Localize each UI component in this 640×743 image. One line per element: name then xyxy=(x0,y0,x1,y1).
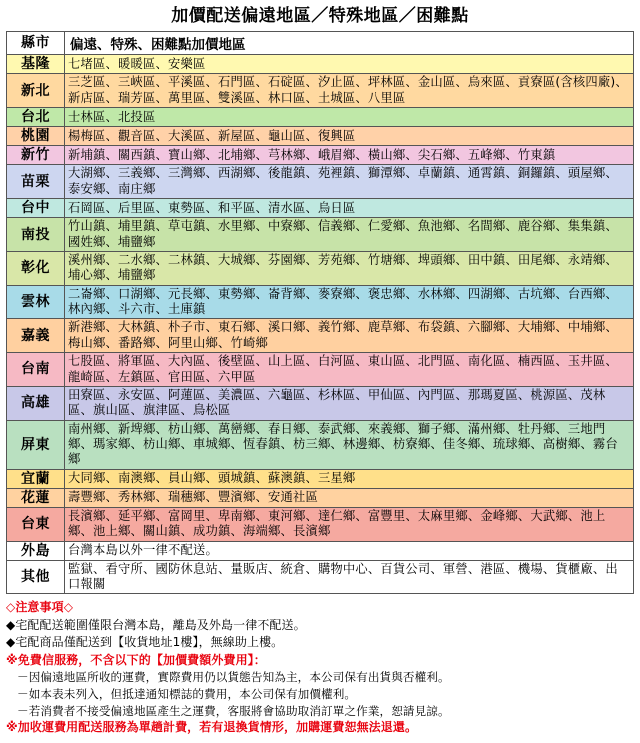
table-row xyxy=(7,420,634,469)
table-row xyxy=(7,165,634,199)
remote-area-table xyxy=(6,31,634,594)
table-row xyxy=(7,560,634,594)
table-row xyxy=(7,507,634,541)
areas-cell: 石岡區、后里區、東勢區、和平區、清水區、烏日區 xyxy=(65,199,634,218)
region-cell: 高雄 xyxy=(7,386,65,420)
areas-cell: 溪州鄉、二水鄉、二林鎮、大城鄉、芬園鄉、芳苑鄉、竹塘鄉、埤頭鄉、田中鎮、田尾鄉、永靖鄉、埔心鄉、埔鹽鄉 xyxy=(65,252,634,286)
region-cell: 台中 xyxy=(7,199,65,218)
region-cell: 外島 xyxy=(7,541,65,560)
areas-cell: 新港鄉、大林鎮、朴子市、東石鄉、溪口鄉、義竹鄉、鹿草鄉、布袋鎮、六腳鄉、大埔鄉、中埔鄉、梅山鄉、番路鄉、阿里山鄉、竹崎鄉 xyxy=(65,319,634,353)
region-cell: 花蓮 xyxy=(7,488,65,507)
note-line-0: ◆宅配配送範圍僅限台灣本島，離島及外島一律不配送。 xyxy=(6,617,306,632)
table-row xyxy=(7,353,634,387)
areas-cell: 楊梅區、觀音區、大溪區、新屋區、龜山區、復興區 xyxy=(65,127,634,146)
table-row xyxy=(7,541,634,560)
areas-cell: 竹山鎮、埔里鎮、草屯鎮、水里鄉、中寮鄉、信義鄉、仁愛鄉、魚池鄉、名間鄉、鹿谷鄉、集集鎮、國姓鄉、埔鹽鄉 xyxy=(65,218,634,252)
areas-cell: 台灣本島以外一律不配送。 xyxy=(65,541,634,560)
table-body xyxy=(7,32,634,594)
page-title: 加價配送偏遠地區／特殊地區／困難點 xyxy=(171,6,469,26)
table-row xyxy=(7,108,634,127)
table-header-row xyxy=(7,32,634,55)
areas-cell: 二崙鄉、口湖鄉、元長鄉、東勢鄉、崙背鄉、麥寮鄉、褒忠鄉、水林鄉、四湖鄉、古坑鄉、台西鄉、林內鄉、斗六市、土庫鎮 xyxy=(65,285,634,319)
table-row xyxy=(7,199,634,218)
areas-cell: 大同鄉、南澳鄉、員山鄉、頭城鎮、蘇澳鎮、三星鄉 xyxy=(65,469,634,488)
header-region: 縣市 xyxy=(7,32,65,55)
region-cell: 台南 xyxy=(7,353,65,387)
caution-heading: ◇注意事項◇ xyxy=(6,600,74,615)
areas-cell: 田寮區、永安區、阿蓮區、美濃區、六龜區、杉林區、甲仙區、內門區、那瑪夏區、桃源區、茂林區、旗山區、旗津區、鳥松區 xyxy=(65,386,634,420)
region-cell: 南投 xyxy=(7,218,65,252)
table-row xyxy=(7,218,634,252)
region-cell: 新北 xyxy=(7,74,65,108)
table-row xyxy=(7,146,634,165)
areas-cell: 監獄、看守所、國防休息站、量販店、統倉、購物中心、百貨公司、軍營、港區、機場、貨櫃廠、出口報關 xyxy=(65,560,634,594)
note-line-1: ◆宅配商品僅配送到【收貨地址1樓】，無線助上樓。 xyxy=(6,635,284,650)
notes-section xyxy=(6,599,634,736)
table-row xyxy=(7,488,634,507)
region-cell: 台東 xyxy=(7,507,65,541)
table-row xyxy=(7,74,634,108)
areas-cell: 七股區、將軍區、大內區、後壁區、山上區、白河區、東山區、北門區、南化區、楠西區、玉井區、龍崎區、左鎮區、官田區、六甲區 xyxy=(65,353,634,387)
fee-line-2: －若消費者不接受偏遠地區產生之運費，客服將會協助取消訂單之作業，恕請見諒。 xyxy=(17,703,450,718)
header-areas: 偏遠、特殊、困難點加價地區 xyxy=(65,32,634,55)
fee-heading: ※免費信服務，不含以下的【加價費額外費用】： xyxy=(6,652,266,667)
table-row xyxy=(7,285,634,319)
areas-cell: 壽豐鄉、秀林鄉、瑞穗鄉、豐濱鄉、安通社區 xyxy=(65,488,634,507)
areas-cell: 新埔鎮、關西鎮、寶山鄉、北埔鄉、芎林鄉、峨眉鄉、橫山鄉、尖石鄉、五峰鄉、竹東鎮 xyxy=(65,146,634,165)
areas-cell: 三芝區、三峽區、平溪區、石門區、石碇區、汐止區、坪林區、金山區、烏來區、貢寮區(含核四廠)、新店區、瑞芳區、萬里區、雙溪區、林口區、土城區、八里區 xyxy=(65,74,634,108)
table-row xyxy=(7,127,634,146)
fee-line-1: －如本表未列入，但抵達通知標誌的費用，本公司保有加價權利。 xyxy=(17,686,357,701)
region-cell: 雲林 xyxy=(7,285,65,319)
table-row xyxy=(7,386,634,420)
region-cell: 彰化 xyxy=(7,252,65,286)
table-row xyxy=(7,252,634,286)
footer-note: ※加收運費用配送服務為單趟計費，若有退換貨情形，加購運費恕無法退還。 xyxy=(6,720,418,735)
areas-cell: 七堵區、暖暖區、安樂區 xyxy=(65,55,634,74)
table-row xyxy=(7,319,634,353)
table-row xyxy=(7,55,634,74)
region-cell: 新竹 xyxy=(7,146,65,165)
region-cell: 基隆 xyxy=(7,55,65,74)
region-cell: 嘉義 xyxy=(7,319,65,353)
region-cell: 台北 xyxy=(7,108,65,127)
areas-cell: 大湖鄉、三義鄉、三灣鄉、西湖鄉、後龍鎮、苑裡鎮、獅潭鄉、卓蘭鎮、通霄鎮、銅鑼鎮、頭屋鄉、泰安鄉、南庄鄉 xyxy=(65,165,634,199)
region-cell: 苗栗 xyxy=(7,165,65,199)
region-cell: 其他 xyxy=(7,560,65,594)
areas-cell: 士林區、北投區 xyxy=(65,108,634,127)
region-cell: 屏東 xyxy=(7,420,65,469)
region-cell: 宜蘭 xyxy=(7,469,65,488)
areas-cell: 南州鄉、新埤鄉、枋山鄉、萬巒鄉、春日鄉、泰武鄉、來義鄉、獅子鄉、滿州鄉、牡丹鄉、三地門鄉、瑪家鄉、枋山鄉、車城鄉、恆春鎮、枋三鄉、林邊鄉、枋寮鄉、佳冬鄉、琉球鄉、高樹鄉、霧台鄉 xyxy=(65,420,634,469)
areas-cell: 長濱鄉、延平鄉、富岡里、卑南鄉、東河鄉、達仁鄉、富豐里、太麻里鄉、金峰鄉、大武鄉、池上鄉、池上鄉、關山鎮、成功鎮、海端鄉、長濱鄉 xyxy=(65,507,634,541)
fee-line-0: －因偏遠地區所收的運費，實際費用仍以貨態告知為主，本公司保有出貨與否權利。 xyxy=(17,669,450,684)
table-row xyxy=(7,469,634,488)
region-cell: 桃園 xyxy=(7,127,65,146)
